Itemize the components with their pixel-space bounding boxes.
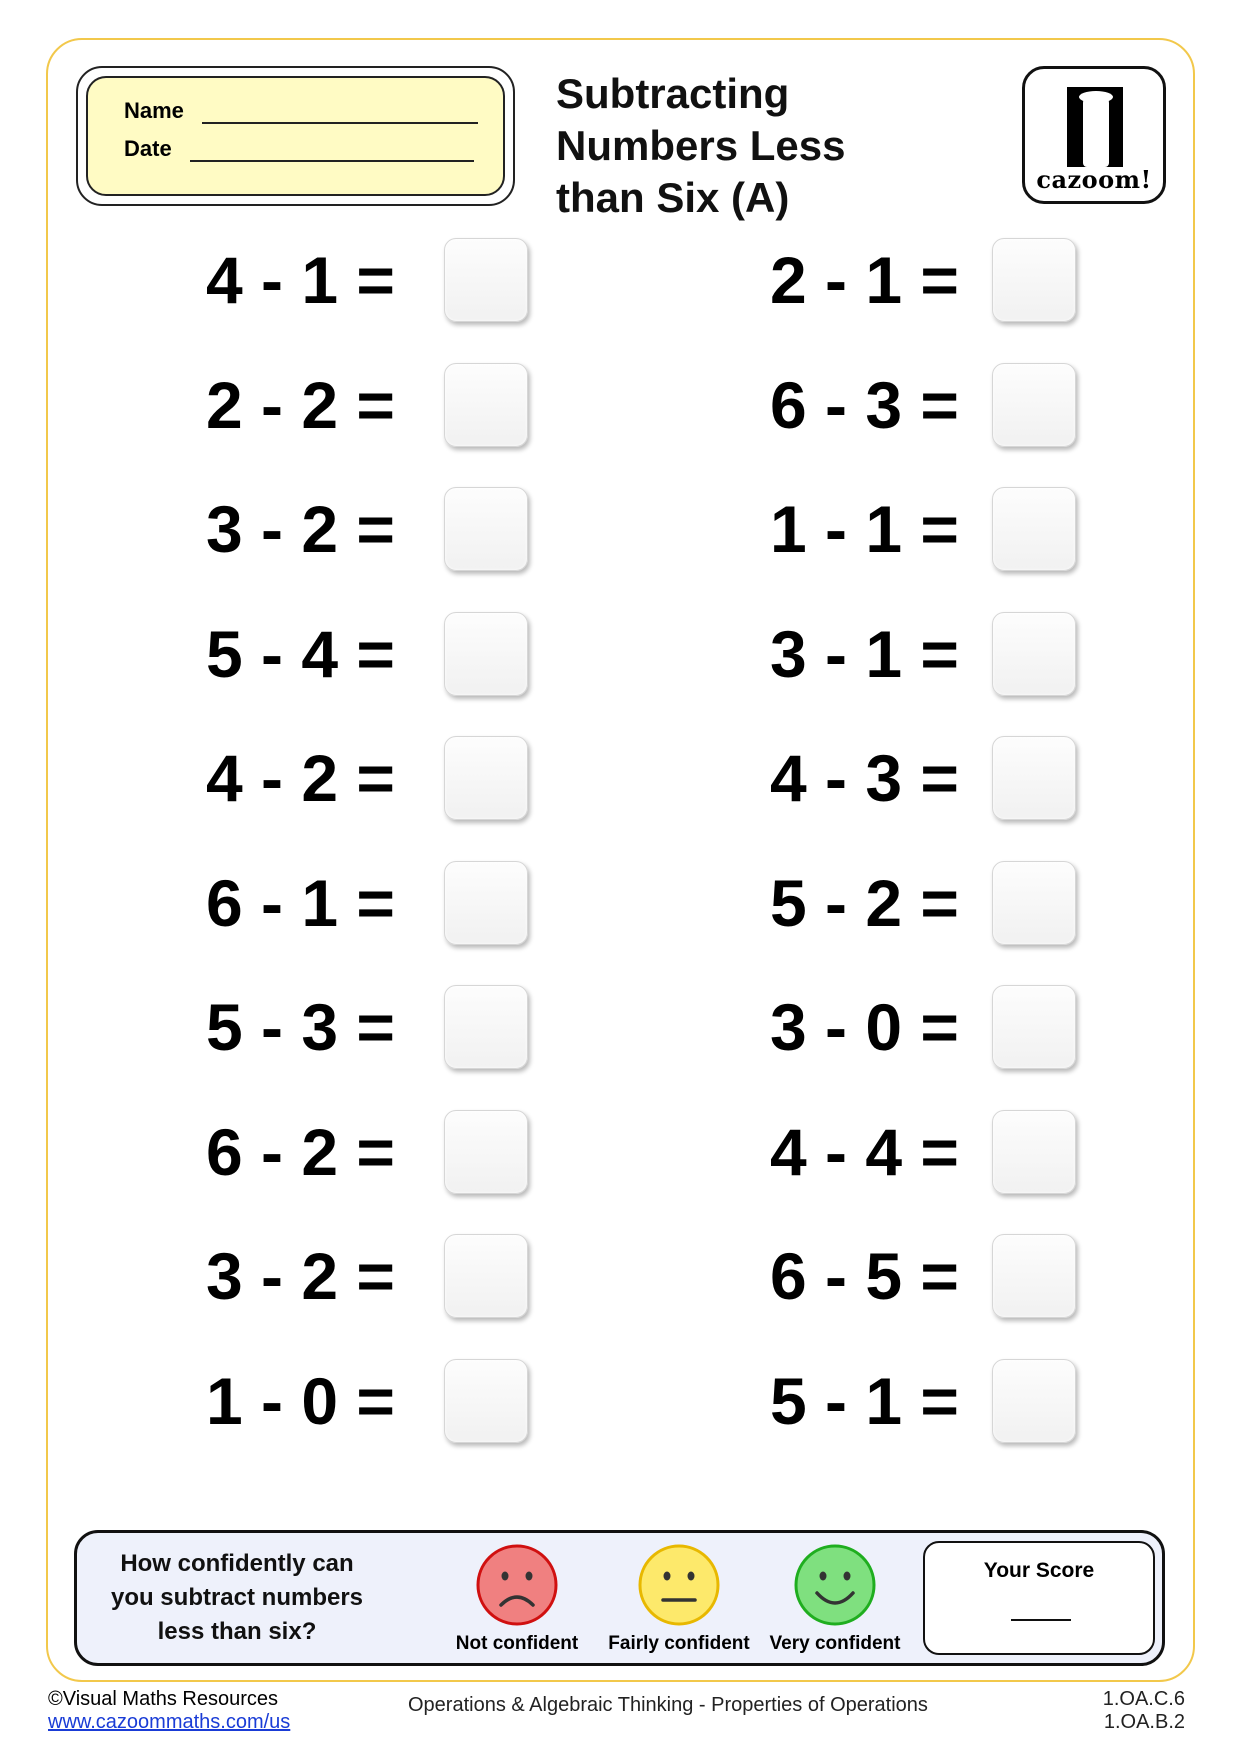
answer-box-right-10[interactable] <box>992 1359 1076 1443</box>
answer-box-left-4[interactable] <box>444 612 528 696</box>
answer-box-right-3[interactable] <box>992 487 1076 571</box>
answer-box-left-6[interactable] <box>444 861 528 945</box>
answer-box-right-1[interactable] <box>992 238 1076 322</box>
answer-box-right-4[interactable] <box>992 612 1076 696</box>
name-label: Name <box>124 98 184 123</box>
problem-left-1: 4 - 1 = <box>206 243 395 317</box>
answer-box-left-3[interactable] <box>444 487 528 571</box>
name-date-box <box>76 66 515 206</box>
website-link[interactable]: www.cazoommaths.com/us <box>48 1711 291 1733</box>
cazoom-logo <box>1022 66 1166 204</box>
answer-box-left-9[interactable] <box>444 1234 528 1318</box>
answer-box-left-8[interactable] <box>444 1110 528 1194</box>
standard-2: 1.OA.B.2 <box>1103 1711 1185 1733</box>
answer-box-left-2[interactable] <box>444 363 528 447</box>
problem-left-9: 3 - 2 = <box>206 1239 395 1313</box>
date-line[interactable] <box>190 159 474 162</box>
date-label: Date <box>124 136 172 161</box>
sad-face-icon[interactable] <box>475 1543 559 1627</box>
problem-right-5: 4 - 3 = <box>770 741 959 815</box>
problem-right-7: 3 - 0 = <box>770 990 959 1064</box>
fairly-confident-label: Fairly confident <box>608 1633 750 1654</box>
name-line[interactable] <box>202 121 478 124</box>
problem-left-7: 5 - 3 = <box>206 990 395 1064</box>
answer-box-left-10[interactable] <box>444 1359 528 1443</box>
answer-box-right-9[interactable] <box>992 1234 1076 1318</box>
problem-left-2: 2 - 2 = <box>206 367 395 442</box>
answer-box-left-5[interactable] <box>444 736 528 820</box>
name-field[interactable] <box>124 98 478 124</box>
neutral-face-icon[interactable] <box>637 1543 721 1627</box>
problem-left-10: 1 - 0 = <box>206 1363 395 1438</box>
score-label: Your Score <box>983 1559 1095 1582</box>
footer-left <box>48 1688 290 1734</box>
happy-face-icon[interactable] <box>793 1543 877 1627</box>
standard-1: 1.OA.C.6 <box>1102 1688 1185 1710</box>
date-field[interactable] <box>124 136 474 162</box>
not-confident-label: Not confident <box>455 1633 579 1654</box>
copyright-text: ©Visual Maths Resources <box>48 1688 279 1710</box>
answer-box-right-7[interactable] <box>992 985 1076 1069</box>
logo-text: cazoom! <box>1036 165 1152 194</box>
problem-left-5: 4 - 2 = <box>206 741 395 815</box>
problem-right-10: 5 - 1 = <box>770 1363 959 1438</box>
problem-right-1: 2 - 1 = <box>770 243 959 317</box>
problem-right-2: 6 - 3 = <box>770 367 959 442</box>
name-date-box-inner <box>86 76 505 196</box>
problem-left-8: 6 - 2 = <box>206 1114 395 1189</box>
answer-box-right-5[interactable] <box>992 736 1076 820</box>
answer-box-left-7[interactable] <box>444 985 528 1069</box>
problem-left-6: 6 - 1 = <box>206 865 395 940</box>
problem-right-8: 4 - 4 = <box>770 1114 959 1189</box>
problem-right-9: 6 - 5 = <box>770 1239 959 1313</box>
confidence-panel <box>74 1530 1165 1666</box>
footer-standards <box>1103 1688 1185 1734</box>
page-title: Subtracting Numbers Less than Six (A) <box>556 70 846 221</box>
very-confident-label: Very confident <box>769 1633 901 1654</box>
score-line[interactable] <box>1011 1619 1071 1621</box>
problem-left-4: 5 - 4 = <box>206 616 395 691</box>
drum-body <box>1083 93 1109 167</box>
problem-left-3: 3 - 2 = <box>206 492 395 566</box>
problem-right-6: 5 - 2 = <box>770 865 959 940</box>
problem-right-4: 3 - 1 = <box>770 616 959 691</box>
score-box[interactable] <box>923 1541 1155 1655</box>
answer-box-right-2[interactable] <box>992 363 1076 447</box>
confidence-question: How confidently can you subtract numbers less than six? <box>110 1550 364 1645</box>
footer-topic: Operations & Algebraic Thinking - Properties of Operations <box>408 1694 928 1716</box>
drum-top <box>1079 91 1113 103</box>
answer-box-right-6[interactable] <box>992 861 1076 945</box>
answer-box-right-8[interactable] <box>992 1110 1076 1194</box>
problem-right-3: 1 - 1 = <box>770 492 959 566</box>
answer-box-left-1[interactable] <box>444 238 528 322</box>
